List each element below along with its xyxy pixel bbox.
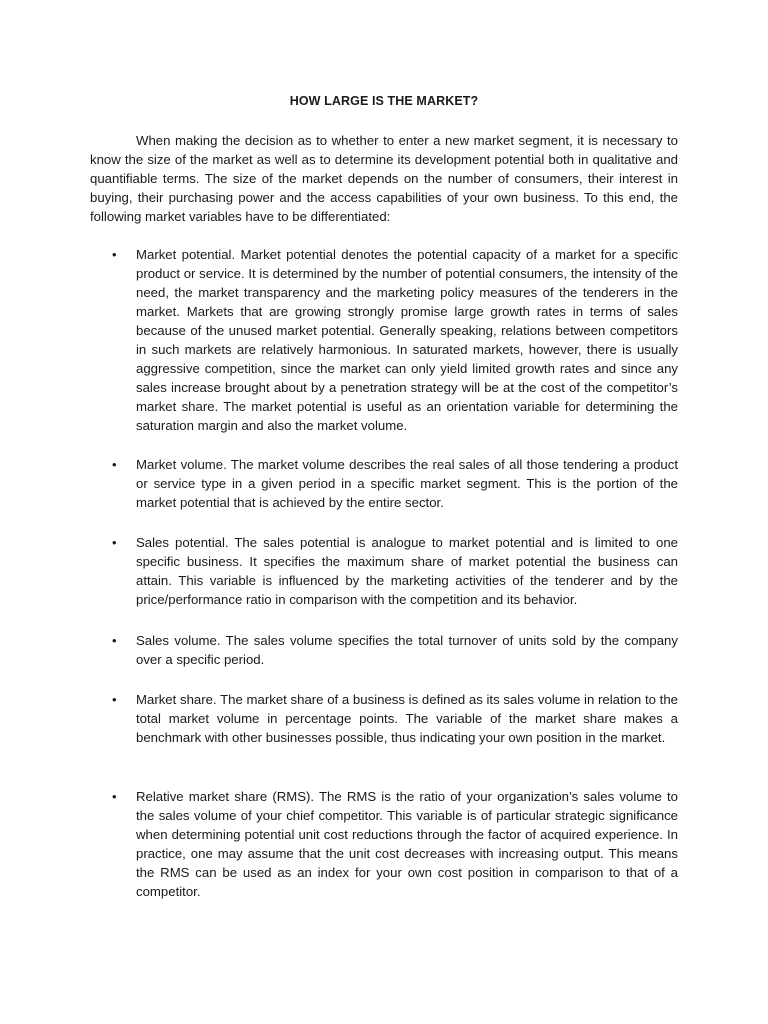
bullet-text-market-volume: Market volume. The market volume describes the real sales of all those tendering a product or service type in a given period in a specific market segment. This is the portion of the market potential that is achieved by the entire sector.	[136, 457, 678, 510]
bullet-icon: •	[112, 633, 117, 648]
bullet-text-market-potential: Market potential. Market potential denotes the potential capacity of a market for a specific product or service. It is determined by the number of potential consumers, the intensity of the need, the market transparency and the marketing policy measures of the tenderers in the market. Markets that are growing strongly promise large growth rates in terms of sales because of the unused market potential. Generally speaking, relations between competitors in such markets are relatively harmonious. In saturated markets, however, there is usually aggressive competition, since the market can only yield limited growth rates and since any sales increase brought about by a penetration strategy will be at the cost of the competitor’s market share. The market potential is useful as an orientation variable for determining the saturation margin and also the market volume.	[136, 247, 678, 433]
bullet-icon: •	[112, 789, 117, 804]
intro-paragraph: When making the decision as to whether to enter a new market segment, it is necessary to know the size of the market as well as to determine its development potential both in qualitative and quantifiable terms. The size of the market depends on the number of consumers, their interest in buying, their purchasing power and the access capabilities of your own business. To this end, the following market variables have to be differentiated:	[90, 133, 678, 224]
bullet-icon: •	[112, 535, 117, 550]
bullet-icon: •	[112, 247, 117, 262]
bullet-text-sales-potential: Sales potential. The sales potential is analogue to market potential and is limited to one specific business. It specifies the maximum share of market potential the business can attain. This variable is influenced by the marketing activities of the tenderer and by the price/performance ratio in comparison with the competition and its behavior.	[136, 535, 678, 607]
bullet-icon: •	[112, 692, 117, 707]
bullet-text-relative-market-share: Relative market share (RMS). The RMS is the ratio of your organization’s sales volume to the sales volume of your chief competitor. This variable is of particular strategic significance when determining potential unit cost reductions through the factor of acquired experience. In practice, one may assume that the unit cost decreases with increasing output. This means the RMS can be used as an index for your own cost position in comparison to that of a competitor.	[136, 789, 678, 899]
document-title: HOW LARGE IS THE MARKET?	[289, 94, 479, 108]
bullet-text-sales-volume: Sales volume. The sales volume specifies the total turnover of units sold by the company over a specific period.	[136, 633, 678, 667]
bullet-icon: •	[112, 457, 117, 472]
bullet-text-market-share: Market share. The market share of a business is defined as its sales volume in relation to the total market volume in percentage points. The variable of the market share makes a benchmark with other businesses possible, thus indicating your own position in the market.	[136, 692, 678, 745]
